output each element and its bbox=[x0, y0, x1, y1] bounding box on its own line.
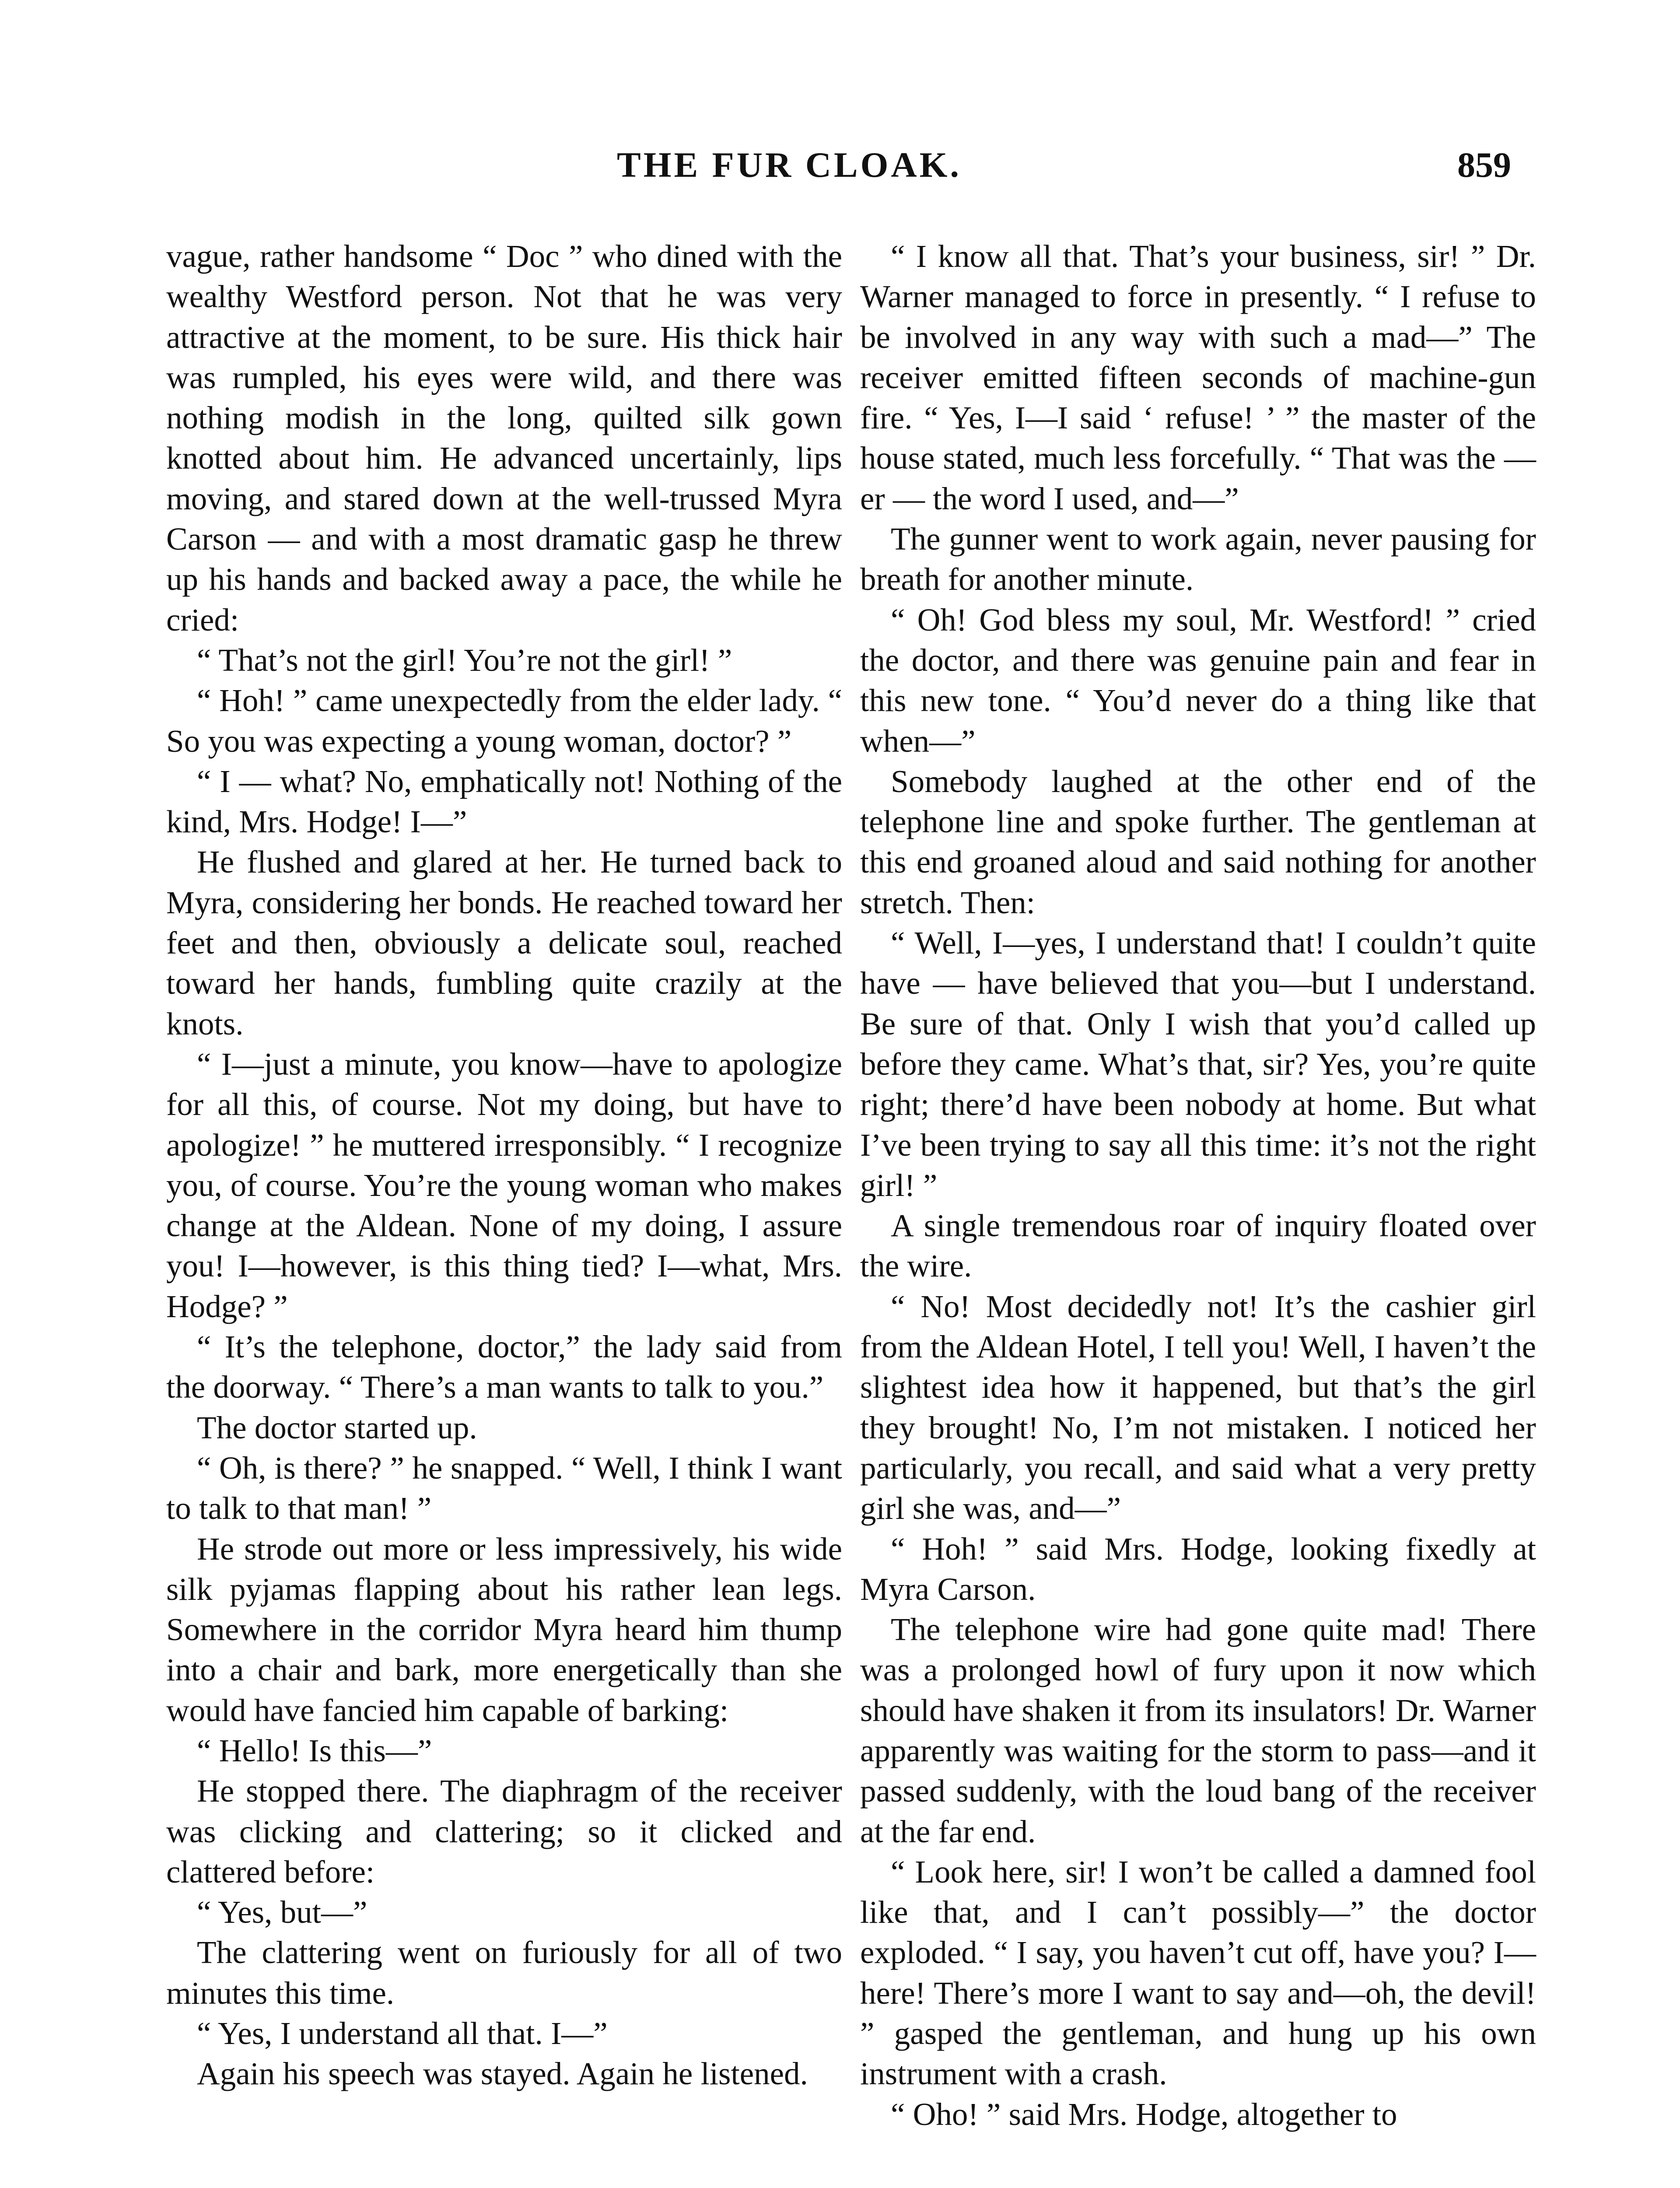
paragraph: “ Oh! God bless my soul, Mr. Westford! ” cried the doctor, and there was genuine pain and fear in this new tone. “ You’d never do a thing like that when—” bbox=[860, 602, 1536, 759]
right-column bbox=[860, 236, 1536, 2135]
paragraph: “ I—just a minute, you know—have to apologize for all this, of course. Not my doing, but have to apologize! ” he muttered irresponsibly. “ I recognize you, of course. You’re the young woman who makes change at the Aldean. None of my doing, I assure you! I—however, is this thing tied? I—what, Mrs. Hodge? ” bbox=[166, 1046, 842, 1324]
paragraph: vague, rather handsome “ Doc ” who dined with the wealthy Westford person. Not that he was very attractive at the moment, to be sure. His thick hair was rumpled, his eyes were wild, and there was nothing modish in the long, quilted silk gown knotted about him. He advanced uncertainly, lips moving, and stared down at the well-trussed Myra Carson — and with a most dramatic gasp he threw up his hands and backed away a pace, the while he cried: bbox=[166, 238, 842, 638]
paragraph: “ Oh, is there? ” he snapped. “ Well, I think I want to talk to that man! ” bbox=[166, 1450, 842, 1526]
paragraph: “ I know all that. That’s your business, sir! ” Dr. Warner managed to force in presently. “ I refuse to be involved in any way with such a mad—” The receiver emitted fifteen seconds of machine-gun fire. “ Yes, I—I said ‘ refuse! ’ ” the master of the house stated, much less forcefully. “ That was the — er — the word I used, and—” bbox=[860, 238, 1536, 516]
left-column bbox=[166, 236, 842, 2094]
paragraph: A single tremendous roar of inquiry floated over the wire. bbox=[860, 1208, 1536, 1284]
paragraph: The doctor started up. bbox=[197, 1410, 477, 1445]
paragraph: “ Well, I—yes, I understand that! I couldn’t quite have — have believed that you—but I understand. Be sure of that. Only I wish that you’d called up before they came. What’s that, sir? Yes, you’re quite right; there’d have been nobody at home. But what I’ve been trying to say all this time: it’s not the right girl! ” bbox=[860, 925, 1536, 1203]
paragraph: He flushed and glared at her. He turned back to Myra, considering her bonds. He reached toward her feet and then, obviously a delicate soul, reached toward her hands, fumbling quite crazily at the knots. bbox=[166, 844, 842, 1041]
paragraph: “ That’s not the girl! You’re not the girl! ” bbox=[197, 642, 732, 678]
paragraph: “ Yes, but—” bbox=[197, 1894, 368, 1930]
paragraph: Somebody laughed at the other end of the telephone line and spoke further. The gentleman at this end groaned aloud and said nothing for another stretch. Then: bbox=[860, 763, 1536, 920]
paragraph: “ Hoh! ” said Mrs. Hodge, looking fixedly at Myra Carson. bbox=[860, 1531, 1536, 1607]
paragraph: “ It’s the telephone, doctor,” the lady said from the doorway. “ There’s a man wants to talk to you.” bbox=[166, 1329, 842, 1405]
page-number: 859 bbox=[1457, 145, 1511, 185]
paragraph: He stopped there. The diaphragm of the receiver was clicking and clattering; so it clicked and clattered before: bbox=[166, 1773, 842, 1890]
paragraph: “ I — what? No, emphatically not! Nothing of the kind, Mrs. Hodge! I—” bbox=[166, 763, 842, 840]
paragraph: “ Hoh! ” came unexpectedly from the elder lady. “ So you was expecting a young woman, doctor? ” bbox=[166, 683, 842, 759]
paragraph: “ Look here, sir! I won’t be called a damned fool like that, and I can’t possibly—” the doctor exploded. “ I say, you haven’t cut off, have you? I—here! There’s more I want to say and—oh, the devil! ” gasped the gentleman, and hung up his own instrument with a crash. bbox=[860, 1854, 1536, 2092]
paragraph: Again his speech was stayed. Again he listened. bbox=[197, 2056, 808, 2092]
page-header bbox=[0, 144, 1680, 193]
paragraph: The clattering went on furiously for all of two minutes this time. bbox=[166, 1935, 842, 2011]
paragraph: “ Oho! ” said Mrs. Hodge, altogether to bbox=[891, 2096, 1397, 2132]
paragraph: “ Yes, I understand all that. I—” bbox=[197, 2016, 608, 2051]
paragraph: “ No! Most decidedly not! It’s the cashier girl from the Aldean Hotel, I tell you! Well, I haven’t the slightest idea how it happened, but that’s the girl they brought! No, I’m not mistaken. I noticed her particularly, you recall, and said what a very pretty girl she was, and—” bbox=[860, 1288, 1536, 1526]
running-title: THE FUR CLOAK. bbox=[617, 145, 962, 185]
paragraph: The telephone wire had gone quite mad! There was a prolonged howl of fury upon it now which should have shaken it from its insulators! Dr. Warner apparently was waiting for the storm to pass—and it passed suddenly, with the loud bang of the receiver at the far end. bbox=[860, 1612, 1536, 1849]
paragraph: “ Hello! Is this—” bbox=[197, 1732, 432, 1768]
paragraph: The gunner went to work again, never pausing for breath for another minute. bbox=[860, 521, 1536, 597]
paragraph: He strode out more or less impressively, his wide silk pyjamas flapping about his rather lean legs. Somewhere in the corridor Myra heard him thump into a chair and bark, more energetically than she would have fancied him capable of barking: bbox=[166, 1531, 842, 1728]
